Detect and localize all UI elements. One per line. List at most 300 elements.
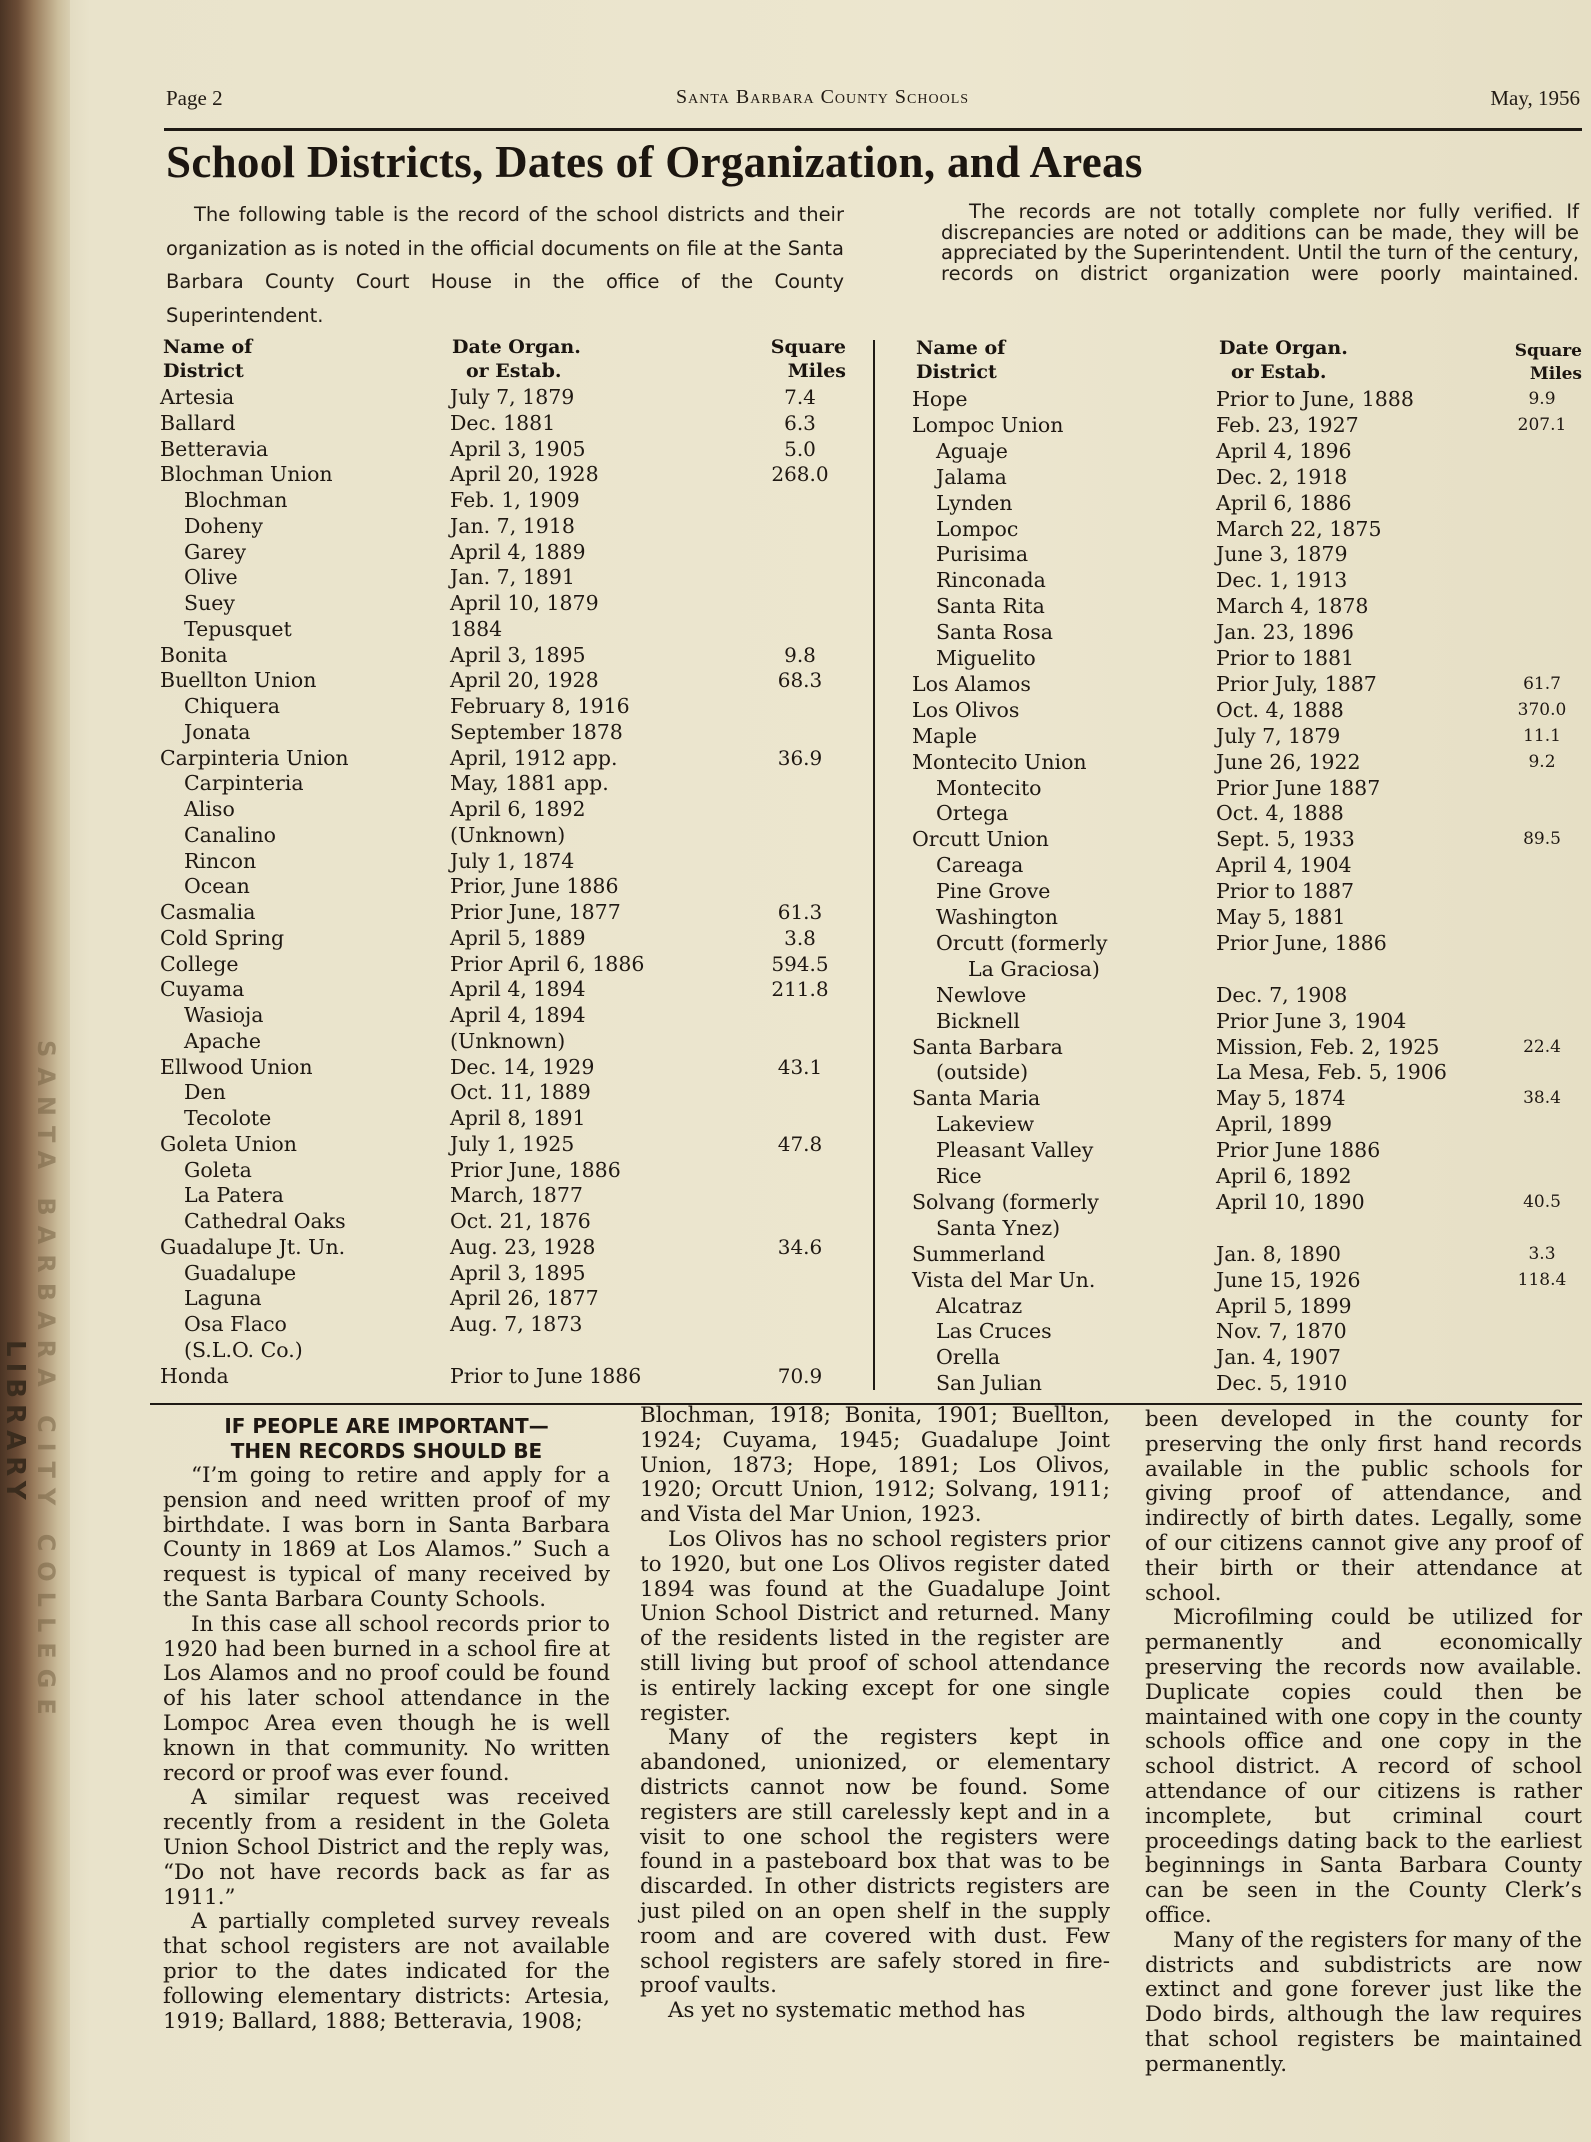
table-row bbox=[160, 436, 860, 462]
organization-date: September 1878 bbox=[450, 719, 623, 744]
district-name: Jonata bbox=[184, 719, 251, 744]
header-text: Name of bbox=[916, 337, 1006, 359]
table-row bbox=[912, 1059, 1582, 1085]
table-row bbox=[160, 848, 860, 874]
table-row bbox=[160, 461, 860, 487]
organization-date: Aug. 23, 1928 bbox=[450, 1234, 596, 1259]
table-row bbox=[912, 1008, 1582, 1034]
table-row bbox=[912, 593, 1582, 619]
square-miles: 7.4 bbox=[784, 385, 816, 409]
organization-date: March, 1877 bbox=[450, 1183, 583, 1208]
article2-paragraph: As yet no systematic method has bbox=[668, 1998, 1026, 2024]
organization-date: May 5, 1874 bbox=[1216, 1086, 1346, 1111]
square-miles: 22.4 bbox=[1523, 1036, 1561, 1057]
district-name: Ocean bbox=[184, 874, 250, 899]
district-name: Rincon bbox=[184, 848, 257, 873]
header-text: Name of bbox=[163, 336, 253, 358]
left-district-table bbox=[160, 384, 860, 1394]
district-name: Guadalupe bbox=[184, 1260, 297, 1285]
organization-date: Dec. 5, 1910 bbox=[1216, 1371, 1348, 1396]
organization-date: Jan. 23, 1896 bbox=[1216, 620, 1354, 645]
table-row bbox=[160, 1311, 860, 1337]
article2-heading-line2: THEN RECORDS SHOULD BE bbox=[230, 1439, 543, 1463]
table-row bbox=[160, 1002, 860, 1028]
district-name: Cold Spring bbox=[160, 925, 285, 950]
district-name: Lompoc Union bbox=[912, 412, 1064, 437]
table-row bbox=[912, 464, 1582, 490]
district-name: Rice bbox=[936, 1164, 982, 1188]
intro-left-text: The following table is the record of the school districts and their organization as is noted in the official documents on file at the Santa Barbara County Court House in the office of the County Superintendent. bbox=[166, 203, 844, 327]
organization-date: April 3, 1905 bbox=[450, 436, 586, 461]
district-name: Bonita bbox=[160, 642, 228, 667]
table-row bbox=[912, 567, 1582, 593]
district-name: Alcatraz bbox=[936, 1293, 1023, 1318]
organization-date: April 4, 1904 bbox=[1216, 853, 1352, 878]
district-name: Pleasant Valley bbox=[936, 1138, 1094, 1163]
district-name: Suey bbox=[184, 591, 235, 615]
table-row bbox=[912, 1318, 1582, 1344]
organization-date: February 8, 1916 bbox=[450, 694, 630, 718]
district-name: Aguaje bbox=[936, 438, 1008, 463]
district-name: Laguna bbox=[184, 1286, 262, 1311]
district-name: Rinconada bbox=[936, 568, 1046, 593]
organization-date: June 15, 1926 bbox=[1216, 1267, 1361, 1292]
table-row bbox=[912, 386, 1582, 412]
district-name: Santa Rita bbox=[936, 594, 1045, 619]
district-name: Lompoc bbox=[936, 516, 1019, 541]
table-row bbox=[160, 745, 860, 771]
district-name: Solvang (formerly bbox=[912, 1189, 1099, 1214]
table-row bbox=[912, 826, 1582, 852]
article2-column-2 bbox=[640, 1404, 1110, 2024]
district-name: Ortega bbox=[936, 801, 1009, 826]
table-row bbox=[160, 822, 860, 848]
table-row bbox=[912, 412, 1582, 438]
organization-date: May 5, 1881 bbox=[1216, 905, 1346, 929]
organization-date: July 1, 1925 bbox=[450, 1131, 575, 1156]
organization-date: April 4, 1894 bbox=[450, 977, 586, 1002]
table-row bbox=[912, 1163, 1582, 1189]
table-row bbox=[912, 1215, 1582, 1241]
organization-date: Dec. 1881 bbox=[450, 410, 556, 435]
table-row bbox=[160, 976, 860, 1002]
district-name: Orcutt (formerly bbox=[936, 930, 1108, 955]
article2-paragraph: A partially completed survey reveals that school registers are not available prior to the dates indicated for the following elementary districts: Artesia, 1919; Ballard, 1888; Betteravia, 1908; bbox=[163, 1909, 610, 2034]
header-text: Date Organ. bbox=[1219, 337, 1348, 359]
spine-college-text: SANTA BARBARA CITY COLLEGE bbox=[32, 1040, 60, 1725]
district-name: Lynden bbox=[936, 490, 1013, 515]
organization-date: July 7, 1879 bbox=[450, 385, 575, 409]
header-text: Date Organ. bbox=[452, 336, 581, 358]
organization-date: April 4, 1896 bbox=[1216, 438, 1352, 463]
header-text: Miles bbox=[787, 360, 846, 382]
table-row bbox=[160, 539, 860, 565]
header-text: or Estab. bbox=[1231, 361, 1327, 383]
district-name: Wasioja bbox=[184, 1003, 264, 1027]
district-name: Washington bbox=[936, 905, 1058, 929]
organization-date: Mission, Feb. 2, 1925 bbox=[1216, 1034, 1440, 1059]
square-miles: 43.1 bbox=[777, 1054, 823, 1079]
table-row bbox=[160, 770, 860, 796]
organization-date: April 4, 1894 bbox=[450, 1003, 586, 1027]
header-text: Miles bbox=[1529, 364, 1582, 384]
page-header bbox=[166, 86, 1580, 114]
issue-date: May, 1956 bbox=[1490, 86, 1580, 110]
table-row bbox=[160, 1054, 860, 1080]
right-district-table bbox=[912, 386, 1582, 1396]
organization-date: Sept. 5, 1933 bbox=[1216, 827, 1355, 852]
organization-date: Prior to June, 1888 bbox=[1216, 387, 1414, 411]
organization-date: Prior to 1881 bbox=[1216, 646, 1355, 670]
square-miles: 6.3 bbox=[784, 410, 816, 435]
article2-paragraph: been developed in the county for preserving the only first hand records available in the public schools for giving proof of attendance, and indirectly of birth dates. Legally, some of our citizens cannot give any proof of their birth or their attendance at school. bbox=[1145, 1407, 1582, 1606]
district-name: Hope bbox=[912, 387, 968, 411]
organization-date: La Mesa, Feb. 5, 1906 bbox=[1216, 1060, 1447, 1085]
table-row bbox=[912, 541, 1582, 567]
square-miles: 207.1 bbox=[1517, 414, 1567, 435]
organization-date: April 6, 1892 bbox=[1216, 1164, 1352, 1188]
organization-date: Prior June 1887 bbox=[1216, 775, 1381, 800]
district-name: Honda bbox=[160, 1363, 229, 1388]
square-miles: 5.0 bbox=[784, 436, 816, 461]
district-name: Santa Rosa bbox=[936, 620, 1053, 645]
table-row bbox=[912, 619, 1582, 645]
district-name: Betteravia bbox=[160, 436, 269, 461]
table-row bbox=[912, 1370, 1582, 1396]
organization-date: Prior, June 1886 bbox=[450, 874, 619, 899]
table-row bbox=[912, 1137, 1582, 1163]
header-text: District bbox=[916, 361, 997, 383]
district-name: Jalama bbox=[936, 464, 1007, 489]
article2-paragraph: Blochman, 1918; Bonita, 1901; Buellton, 1924; Cuyama, 1945; Guadalupe Joint Union, 1873; Hope, 1891; Los Olivos, 1920; Orcutt Union, 1912; Solvang, 1911; and Vista del Mar Union, 1923. bbox=[640, 1403, 1110, 1528]
table-row bbox=[160, 384, 860, 410]
header-text: or Estab. bbox=[466, 360, 562, 382]
district-name: Carpinteria Union bbox=[160, 745, 349, 770]
organization-date: April 20, 1928 bbox=[450, 462, 599, 487]
square-miles: 40.5 bbox=[1523, 1191, 1561, 1212]
district-name: San Julian bbox=[936, 1371, 1042, 1396]
table-row bbox=[160, 1260, 860, 1286]
district-name: Blochman Union bbox=[160, 462, 333, 487]
table-row bbox=[160, 1337, 860, 1363]
district-name: Tecolote bbox=[184, 1106, 272, 1130]
article-title: School Districts, Dates of Organization, and Areas bbox=[166, 137, 1143, 187]
table-column-divider bbox=[873, 340, 875, 1390]
district-name: Santa Maria bbox=[912, 1086, 1041, 1111]
table-row bbox=[912, 1267, 1582, 1293]
table-row bbox=[160, 1285, 860, 1311]
table-row bbox=[912, 800, 1582, 826]
table-row bbox=[912, 1034, 1582, 1060]
district-name: Blochman bbox=[184, 488, 288, 512]
district-name: Tepusquet bbox=[184, 616, 292, 641]
square-miles: 9.2 bbox=[1528, 751, 1556, 772]
organization-date: April 4, 1889 bbox=[450, 539, 586, 564]
table-row bbox=[160, 899, 860, 925]
table-row bbox=[160, 925, 860, 951]
district-name: Aliso bbox=[184, 797, 235, 821]
left-header-date bbox=[452, 335, 581, 383]
district-name: Los Alamos bbox=[912, 671, 1031, 696]
organization-date: June 3, 1879 bbox=[1216, 542, 1348, 567]
district-name: Careaga bbox=[936, 853, 1024, 878]
district-name: Den bbox=[184, 1080, 226, 1105]
district-name: Newlove bbox=[936, 982, 1027, 1007]
table-row bbox=[160, 951, 860, 977]
square-miles: 594.5 bbox=[771, 951, 829, 976]
organization-date: Oct. 11, 1889 bbox=[450, 1080, 591, 1105]
table-row bbox=[160, 1131, 860, 1157]
district-name: Osa Flaco bbox=[184, 1312, 287, 1336]
table-row bbox=[160, 410, 860, 436]
organization-date: Jan. 7, 1918 bbox=[450, 513, 575, 538]
left-header-name bbox=[163, 335, 252, 383]
district-name: Ellwood Union bbox=[160, 1054, 313, 1079]
square-miles: 38.4 bbox=[1523, 1088, 1561, 1109]
article2-paragraph: Los Olivos has no school registers prior to 1920, but one Los Olivos register dated 1894 was found at the Guadalupe Joint Union School District and returned. Many of the residents listed in the register are still living but proof of school attendance is entirely lacking except for one single register. bbox=[640, 1526, 1110, 1726]
table-row bbox=[160, 590, 860, 616]
table-row bbox=[160, 1208, 860, 1234]
intro-left bbox=[166, 198, 844, 332]
publication-title: Santa Barbara County Schools bbox=[676, 86, 970, 108]
square-miles: 370.0 bbox=[1517, 699, 1567, 720]
organization-date: April 10, 1879 bbox=[450, 591, 599, 615]
district-name: Artesia bbox=[160, 385, 235, 409]
organization-date: April 6, 1892 bbox=[450, 797, 586, 821]
square-miles: 36.9 bbox=[777, 745, 823, 770]
district-name: Goleta Union bbox=[160, 1131, 297, 1156]
table-row bbox=[160, 796, 860, 822]
organization-date: Oct. 21, 1876 bbox=[450, 1209, 591, 1233]
organization-date: Oct. 4, 1888 bbox=[1216, 801, 1344, 826]
district-name: Olive bbox=[184, 565, 238, 590]
table-row bbox=[912, 490, 1582, 516]
district-name: Guadalupe Jt. Un. bbox=[160, 1234, 346, 1259]
table-row bbox=[912, 1344, 1582, 1370]
organization-date: Feb. 23, 1927 bbox=[1216, 412, 1359, 437]
table-row bbox=[912, 1189, 1582, 1215]
table-row bbox=[912, 1085, 1582, 1111]
organization-date: March 4, 1878 bbox=[1216, 594, 1369, 619]
square-miles: 61.3 bbox=[777, 900, 823, 924]
district-name: Carpinteria bbox=[184, 771, 304, 796]
article2-paragraph: Many of the registers for many of the districts and subdistricts are now extinct and gone forever just like the Dodo birds, although the law requires that school registers be maintained permanently. bbox=[1145, 1927, 1582, 2077]
header-rule bbox=[164, 128, 1582, 131]
district-name: La Graciosa) bbox=[968, 956, 1100, 981]
organization-date: Prior April 6, 1886 bbox=[450, 951, 645, 976]
organization-date: Oct. 4, 1888 bbox=[1216, 697, 1344, 722]
organization-date: Jan. 7, 1891 bbox=[450, 565, 575, 590]
district-name: (outside) bbox=[936, 1060, 1029, 1085]
table-row bbox=[912, 982, 1582, 1008]
organization-date: April 5, 1889 bbox=[450, 925, 586, 950]
organization-date: May, 1881 app. bbox=[450, 771, 609, 796]
square-miles: 89.5 bbox=[1523, 829, 1561, 850]
square-miles: 268.0 bbox=[771, 462, 829, 487]
table-row bbox=[160, 693, 860, 719]
organization-date: April, 1912 app. bbox=[450, 745, 618, 770]
organization-date: July 1, 1874 bbox=[450, 848, 575, 873]
district-name: Los Olivos bbox=[912, 697, 1020, 722]
district-name: Purisima bbox=[936, 542, 1029, 567]
organization-date: (Unknown) bbox=[450, 1028, 566, 1053]
right-header-date bbox=[1219, 336, 1348, 384]
article2-paragraph: In this case all school records prior to 1920 had been burned in a school fire at Los Alamos and no proof could be found of his later school attendance in the Lompoc Area even though he is well known in that community. No written record or proof was ever found. bbox=[163, 1611, 610, 1786]
district-name: Apache bbox=[184, 1028, 261, 1053]
district-name: Buellton Union bbox=[160, 668, 317, 693]
organization-date: Prior June 3, 1904 bbox=[1216, 1008, 1407, 1033]
spine-library-text: LIBRARY bbox=[0, 1340, 30, 1506]
table-row bbox=[912, 697, 1582, 723]
table-row bbox=[912, 645, 1582, 671]
square-miles: 3.3 bbox=[1528, 1243, 1556, 1264]
article2-heading-line1: IF PEOPLE ARE IMPORTANT— bbox=[224, 1414, 549, 1438]
table-row bbox=[160, 667, 860, 693]
district-name: Maple bbox=[912, 723, 978, 748]
square-miles: 34.6 bbox=[777, 1234, 823, 1259]
organization-date: Prior July, 1887 bbox=[1216, 671, 1377, 696]
organization-date: 1884 bbox=[450, 616, 503, 641]
table-row bbox=[160, 1079, 860, 1105]
organization-date: Prior to 1887 bbox=[1216, 879, 1355, 904]
article2-paragraph: Microfilming could be utilized for permanently and economically preserving the records now available. Duplicate copies could then be maintained with one copy in the county schools office and one copy in the school district. A record of school attendance of our citizens is rather incomplete, but criminal court proceedings dating back to the earliest beginnings in Santa Barbara County can be seen in the County Clerk’s office. bbox=[1145, 1605, 1582, 1928]
organization-date: July 7, 1879 bbox=[1216, 723, 1341, 748]
district-name: Pine Grove bbox=[936, 879, 1051, 904]
square-miles: 118.4 bbox=[1517, 1269, 1567, 1290]
organization-date: Nov. 7, 1870 bbox=[1216, 1319, 1347, 1344]
table-row bbox=[160, 487, 860, 513]
district-name: (S.L.O. Co.) bbox=[184, 1337, 303, 1362]
district-name: Santa Barbara bbox=[912, 1034, 1063, 1059]
table-row bbox=[912, 1111, 1582, 1137]
organization-date: Prior June 1886 bbox=[1216, 1138, 1381, 1163]
organization-date: Jan. 8, 1890 bbox=[1216, 1241, 1341, 1266]
header-text: Square bbox=[1514, 341, 1582, 361]
table-row bbox=[912, 671, 1582, 697]
article2-paragraph: A similar request was received recently from a resident in the Goleta Union School District and the reply was, “Do not have records back as far as 1911.” bbox=[163, 1785, 610, 1910]
table-row bbox=[912, 852, 1582, 878]
table-row bbox=[160, 719, 860, 745]
table-row bbox=[912, 904, 1582, 930]
organization-date: April 20, 1928 bbox=[450, 668, 599, 693]
table-row bbox=[912, 438, 1582, 464]
district-name: Santa Ynez) bbox=[936, 1215, 1061, 1240]
organization-date: March 22, 1875 bbox=[1216, 516, 1382, 541]
organization-date: Dec. 2, 1918 bbox=[1216, 464, 1348, 489]
district-name: College bbox=[160, 951, 239, 976]
table-row bbox=[912, 775, 1582, 801]
table-row bbox=[160, 1182, 860, 1208]
table-row bbox=[912, 516, 1582, 542]
table-row bbox=[912, 930, 1582, 956]
table-row bbox=[160, 1234, 860, 1260]
organization-date: April 6, 1886 bbox=[1216, 490, 1352, 515]
organization-date: Dec. 14, 1929 bbox=[450, 1054, 595, 1079]
organization-date: April 8, 1891 bbox=[450, 1106, 586, 1130]
table-row bbox=[160, 616, 860, 642]
organization-date: April 10, 1890 bbox=[1216, 1189, 1365, 1214]
square-miles: 70.9 bbox=[777, 1363, 823, 1388]
district-name: Goleta bbox=[184, 1157, 252, 1182]
table-row bbox=[912, 878, 1582, 904]
district-name: Summerland bbox=[912, 1241, 1046, 1266]
organization-date: June 26, 1922 bbox=[1216, 749, 1361, 774]
organization-date: Dec. 1, 1913 bbox=[1216, 568, 1348, 593]
district-name: Ballard bbox=[160, 410, 236, 435]
intro-right bbox=[941, 202, 1579, 284]
table-row bbox=[160, 642, 860, 668]
district-name: Chiquera bbox=[184, 694, 280, 718]
district-name: Orella bbox=[936, 1345, 1001, 1370]
table-row bbox=[160, 873, 860, 899]
organization-date: Prior June, 1886 bbox=[450, 1157, 621, 1182]
organization-date: Prior June, 1877 bbox=[450, 900, 621, 924]
table-row bbox=[912, 956, 1582, 982]
article2-column-3 bbox=[1145, 1408, 1582, 2078]
right-header-miles bbox=[1500, 340, 1582, 386]
district-name: La Patera bbox=[184, 1183, 284, 1208]
table-row bbox=[160, 513, 860, 539]
intro-right-text: The records are not totally complete nor fully verified. If discrepancies are noted or additions can be made, they will be appreciated by the Superintendent. Until the turn of the century, records on district organization were poorly maintained. bbox=[941, 200, 1579, 285]
district-name: Montecito bbox=[936, 775, 1042, 800]
square-miles: 11.1 bbox=[1523, 725, 1561, 746]
article2-paragraph: “I’m going to retire and apply for a pension and need written proof of my birthdate. I was born in Santa Barbara County in 1869 at Los Alamos.” Such a request is typical of many received by the Santa Barbara County Schools. bbox=[163, 1463, 610, 1612]
table-row bbox=[160, 1028, 860, 1054]
district-name: Orcutt Union bbox=[912, 827, 1049, 852]
square-miles: 3.8 bbox=[784, 925, 816, 950]
organization-date: April, 1899 bbox=[1216, 1112, 1333, 1137]
organization-date: April 26, 1877 bbox=[450, 1286, 599, 1311]
library-spine-label bbox=[0, 1040, 62, 2040]
square-miles: 47.8 bbox=[777, 1131, 823, 1156]
district-name: Cathedral Oaks bbox=[184, 1209, 346, 1233]
square-miles: 211.8 bbox=[771, 977, 829, 1002]
square-miles: 9.9 bbox=[1528, 389, 1556, 409]
organization-date: Prior June, 1886 bbox=[1216, 930, 1387, 955]
organization-date: April 3, 1895 bbox=[450, 642, 586, 667]
organization-date: Aug. 7, 1873 bbox=[450, 1312, 583, 1336]
table-row bbox=[912, 723, 1582, 749]
table-row bbox=[160, 1157, 860, 1183]
organization-date: April 3, 1895 bbox=[450, 1260, 586, 1285]
district-name: Cuyama bbox=[160, 977, 245, 1002]
page-number: Page 2 bbox=[166, 86, 223, 110]
right-header-name bbox=[916, 336, 1005, 384]
district-name: Montecito Union bbox=[912, 749, 1087, 774]
district-name: Garey bbox=[184, 539, 247, 564]
table-row bbox=[912, 1241, 1582, 1267]
district-name: Vista del Mar Un. bbox=[912, 1267, 1096, 1292]
table-row bbox=[160, 1363, 860, 1389]
district-name: Casmalia bbox=[160, 900, 256, 924]
organization-date: Jan. 4, 1907 bbox=[1216, 1345, 1341, 1370]
header-text: District bbox=[163, 360, 244, 382]
organization-date: Feb. 1, 1909 bbox=[450, 488, 580, 512]
organization-date: April 5, 1899 bbox=[1216, 1293, 1352, 1318]
organization-date: Dec. 7, 1908 bbox=[1216, 982, 1348, 1007]
organization-date: Prior to June 1886 bbox=[450, 1363, 642, 1388]
header-text: Square bbox=[770, 336, 846, 358]
article2-column-1 bbox=[163, 1414, 610, 2034]
table-row bbox=[912, 1293, 1582, 1319]
left-header-miles bbox=[756, 335, 846, 383]
district-name: Lakeview bbox=[936, 1112, 1035, 1137]
district-name: Canalino bbox=[184, 822, 276, 847]
district-name: Doheny bbox=[184, 513, 263, 538]
district-name: Miguelito bbox=[936, 646, 1036, 670]
table-row bbox=[160, 1105, 860, 1131]
district-name: Las Cruces bbox=[936, 1319, 1052, 1344]
